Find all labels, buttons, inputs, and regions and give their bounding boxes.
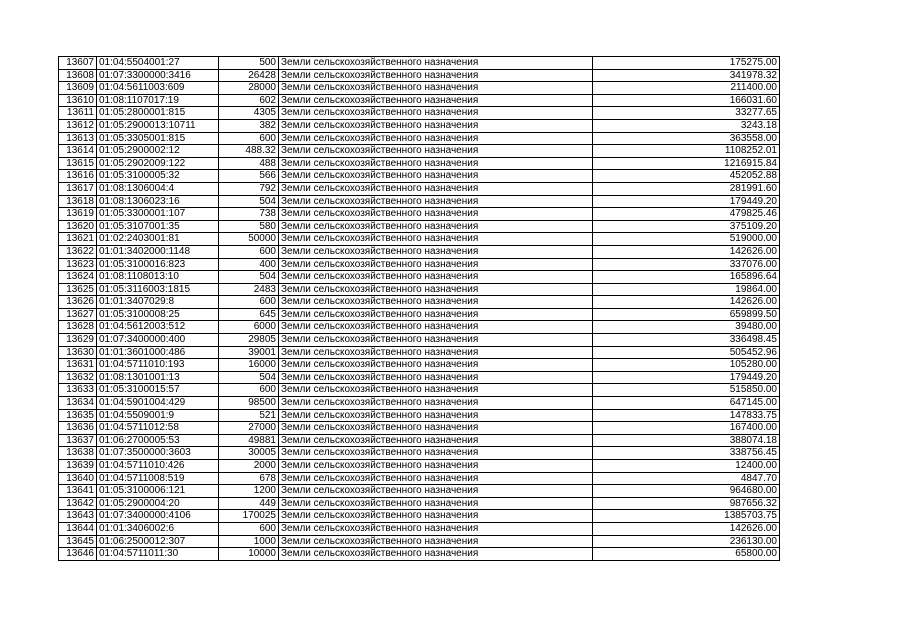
- cell-cadastral-number: 01:07:3300000:3416: [97, 69, 219, 82]
- cell-cadastral-value: 647145.00: [593, 397, 780, 410]
- cell-cadastral-number: 01:05:3305001:815: [97, 132, 219, 145]
- cell-land-category: Земли сельскохозяйственного назначения: [279, 409, 593, 422]
- cell-row-number: 13611: [59, 107, 97, 120]
- cell-area: 1000: [219, 535, 279, 548]
- cell-area: 39001: [219, 346, 279, 359]
- cell-area: 2483: [219, 283, 279, 296]
- cell-cadastral-value: 65800.00: [593, 548, 780, 561]
- table-row: [59, 334, 780, 347]
- cell-land-category: Земли сельскохозяйственного назначения: [279, 548, 593, 561]
- cell-cadastral-number: 01:04:5901004:429: [97, 397, 219, 410]
- cell-row-number: 13632: [59, 371, 97, 384]
- table-row: [59, 208, 780, 221]
- cell-cadastral-number: 01:08:1306004:4: [97, 182, 219, 195]
- table-row: [59, 422, 780, 435]
- cell-area: 50000: [219, 233, 279, 246]
- cell-row-number: 13617: [59, 182, 97, 195]
- cell-row-number: 13608: [59, 69, 97, 82]
- cell-cadastral-number: 01:04:5711012:58: [97, 422, 219, 435]
- cell-row-number: 13633: [59, 384, 97, 397]
- table-row: [59, 94, 780, 107]
- table-row: [59, 485, 780, 498]
- cell-cadastral-number: 01:05:3100005:32: [97, 170, 219, 183]
- cell-land-category: Земли сельскохозяйственного назначения: [279, 245, 593, 258]
- cell-land-category: Земли сельскохозяйственного назначения: [279, 447, 593, 460]
- cell-cadastral-number: 01:08:1301001:13: [97, 371, 219, 384]
- cell-area: 792: [219, 182, 279, 195]
- cell-row-number: 13616: [59, 170, 97, 183]
- cell-row-number: 13618: [59, 195, 97, 208]
- cell-land-category: Земли сельскохозяйственного назначения: [279, 258, 593, 271]
- cell-cadastral-value: 519000.00: [593, 233, 780, 246]
- cell-cadastral-value: 363558.00: [593, 132, 780, 145]
- cell-area: 10000: [219, 548, 279, 561]
- cell-land-category: Земли сельскохозяйственного назначения: [279, 57, 593, 70]
- cell-row-number: 13635: [59, 409, 97, 422]
- cell-cadastral-value: 452052.88: [593, 170, 780, 183]
- cell-area: 488: [219, 157, 279, 170]
- cell-row-number: 13645: [59, 535, 97, 548]
- cell-land-category: Земли сельскохозяйственного назначения: [279, 384, 593, 397]
- cell-cadastral-value: 659899.50: [593, 308, 780, 321]
- table-row: [59, 472, 780, 485]
- table-row: [59, 522, 780, 535]
- cell-cadastral-value: 337076.00: [593, 258, 780, 271]
- cell-land-category: Земли сельскохозяйственного назначения: [279, 94, 593, 107]
- table-row: [59, 145, 780, 158]
- cell-row-number: 13629: [59, 334, 97, 347]
- cell-land-category: Земли сельскохозяйственного назначения: [279, 359, 593, 372]
- cell-cadastral-number: 01:08:1107017:19: [97, 94, 219, 107]
- cell-cadastral-value: 1108252.01: [593, 145, 780, 158]
- cell-land-category: Земли сельскохозяйственного назначения: [279, 460, 593, 473]
- table-row: [59, 220, 780, 233]
- cell-row-number: 13610: [59, 94, 97, 107]
- cell-cadastral-number: 01:05:3300001:107: [97, 208, 219, 221]
- cell-cadastral-number: 01:05:3100015:57: [97, 384, 219, 397]
- table-row: [59, 321, 780, 334]
- cell-cadastral-value: 211400.00: [593, 82, 780, 95]
- cell-cadastral-number: 01:04:5612003:512: [97, 321, 219, 334]
- table-row: [59, 170, 780, 183]
- cell-area: 28000: [219, 82, 279, 95]
- cell-row-number: 13622: [59, 245, 97, 258]
- cell-land-category: Земли сельскохозяйственного назначения: [279, 535, 593, 548]
- cell-cadastral-value: 142626.00: [593, 522, 780, 535]
- cell-row-number: 13621: [59, 233, 97, 246]
- cell-row-number: 13630: [59, 346, 97, 359]
- table-row: [59, 548, 780, 561]
- cell-row-number: 13643: [59, 510, 97, 523]
- cell-cadastral-number: 01:04:5711011:30: [97, 548, 219, 561]
- cell-land-category: Земли сельскохозяйственного назначения: [279, 497, 593, 510]
- cell-cadastral-number: 01:04:5611003:609: [97, 82, 219, 95]
- cell-cadastral-number: 01:04:5711008:519: [97, 472, 219, 485]
- cell-cadastral-number: 01:08:1108013:10: [97, 271, 219, 284]
- cell-cadastral-value: 236130.00: [593, 535, 780, 548]
- cell-area: 504: [219, 195, 279, 208]
- cell-land-category: Земли сельскохозяйственного назначения: [279, 334, 593, 347]
- cell-area: 27000: [219, 422, 279, 435]
- cell-cadastral-number: 01:05:2900004:20: [97, 497, 219, 510]
- cell-cadastral-value: 964680.00: [593, 485, 780, 498]
- table-row: [59, 57, 780, 70]
- cell-row-number: 13620: [59, 220, 97, 233]
- cell-land-category: Земли сельскохозяйственного назначения: [279, 346, 593, 359]
- cell-land-category: Земли сельскохозяйственного назначения: [279, 271, 593, 284]
- cell-row-number: 13625: [59, 283, 97, 296]
- cell-land-category: Земли сельскохозяйственного назначения: [279, 132, 593, 145]
- cell-cadastral-value: 142626.00: [593, 245, 780, 258]
- cell-cadastral-number: 01:04:5504001:27: [97, 57, 219, 70]
- cell-land-category: Земли сельскохозяйственного назначения: [279, 371, 593, 384]
- cell-land-category: Земли сельскохозяйственного назначения: [279, 145, 593, 158]
- cell-area: 2000: [219, 460, 279, 473]
- table-row: [59, 460, 780, 473]
- cell-land-category: Земли сельскохозяйственного назначения: [279, 82, 593, 95]
- cell-land-category: Земли сельскохозяйственного назначения: [279, 283, 593, 296]
- cell-row-number: 13619: [59, 208, 97, 221]
- cell-cadastral-value: 341978.32: [593, 69, 780, 82]
- table-row: [59, 283, 780, 296]
- cell-land-category: Земли сельскохозяйственного назначения: [279, 69, 593, 82]
- cell-area: 170025: [219, 510, 279, 523]
- cell-area: 49881: [219, 434, 279, 447]
- cell-area: 26428: [219, 69, 279, 82]
- table-row: [59, 397, 780, 410]
- cell-land-category: Земли сельскохозяйственного назначения: [279, 119, 593, 132]
- cell-row-number: 13623: [59, 258, 97, 271]
- cell-land-category: Земли сельскохозяйственного назначения: [279, 397, 593, 410]
- cell-area: 600: [219, 296, 279, 309]
- cell-cadastral-value: 165896.64: [593, 271, 780, 284]
- cell-row-number: 13624: [59, 271, 97, 284]
- cell-land-category: Земли сельскохозяйственного назначения: [279, 522, 593, 535]
- table-row: [59, 308, 780, 321]
- cell-cadastral-number: 01:07:3400000:4106: [97, 510, 219, 523]
- table-row: [59, 182, 780, 195]
- cell-cadastral-value: 12400.00: [593, 460, 780, 473]
- table-row: [59, 434, 780, 447]
- cell-row-number: 13639: [59, 460, 97, 473]
- cell-cadastral-number: 01:05:2900013:10711: [97, 119, 219, 132]
- cell-area: 4305: [219, 107, 279, 120]
- cell-land-category: Земли сельскохозяйственного назначения: [279, 510, 593, 523]
- cell-area: 382: [219, 119, 279, 132]
- table-body: [59, 57, 780, 561]
- cell-cadastral-value: 179449.20: [593, 371, 780, 384]
- cell-cadastral-value: 167400.00: [593, 422, 780, 435]
- cell-cadastral-number: 01:05:3116003:1815: [97, 283, 219, 296]
- cell-cadastral-number: 01:04:5711010:426: [97, 460, 219, 473]
- table-row: [59, 271, 780, 284]
- cell-area: 504: [219, 271, 279, 284]
- cell-cadastral-value: 19864.00: [593, 283, 780, 296]
- cell-cadastral-value: 479825.46: [593, 208, 780, 221]
- cell-cadastral-value: 338756.45: [593, 447, 780, 460]
- cell-cadastral-value: 281991.60: [593, 182, 780, 195]
- cell-land-category: Земли сельскохозяйственного назначения: [279, 170, 593, 183]
- cell-area: 645: [219, 308, 279, 321]
- cell-row-number: 13607: [59, 57, 97, 70]
- cell-row-number: 13642: [59, 497, 97, 510]
- cell-cadastral-value: 375109.20: [593, 220, 780, 233]
- cell-cadastral-number: 01:07:3400000:400: [97, 334, 219, 347]
- cell-cadastral-number: 01:07:3500000:3603: [97, 447, 219, 460]
- cell-area: 400: [219, 258, 279, 271]
- table-row: [59, 119, 780, 132]
- cell-cadastral-number: 01:05:3100006:121: [97, 485, 219, 498]
- cell-area: 600: [219, 132, 279, 145]
- table-row: [59, 157, 780, 170]
- table-row: [59, 258, 780, 271]
- cell-cadastral-value: 147833.75: [593, 409, 780, 422]
- cell-area: 580: [219, 220, 279, 233]
- table-row: [59, 82, 780, 95]
- cell-cadastral-number: 01:05:3100008:25: [97, 308, 219, 321]
- cell-row-number: 13631: [59, 359, 97, 372]
- cell-area: 504: [219, 371, 279, 384]
- cell-row-number: 13615: [59, 157, 97, 170]
- cell-area: 678: [219, 472, 279, 485]
- cell-cadastral-value: 39480.00: [593, 321, 780, 334]
- cell-cadastral-number: 01:06:2700005:53: [97, 434, 219, 447]
- cell-cadastral-number: 01:05:3100016:823: [97, 258, 219, 271]
- cell-area: 6000: [219, 321, 279, 334]
- cell-area: 16000: [219, 359, 279, 372]
- cell-cadastral-value: 4847.70: [593, 472, 780, 485]
- cell-row-number: 13641: [59, 485, 97, 498]
- cell-area: 1200: [219, 485, 279, 498]
- cell-land-category: Земли сельскохозяйственного назначения: [279, 321, 593, 334]
- cell-cadastral-number: 01:01:3402000:1148: [97, 245, 219, 258]
- cell-area: 449: [219, 497, 279, 510]
- cell-cadastral-value: 515850.00: [593, 384, 780, 397]
- cell-row-number: 13627: [59, 308, 97, 321]
- table-row: [59, 384, 780, 397]
- cell-area: 488.32: [219, 145, 279, 158]
- cell-cadastral-number: 01:05:2800001:815: [97, 107, 219, 120]
- table-row: [59, 447, 780, 460]
- cell-area: 29805: [219, 334, 279, 347]
- cell-area: 30005: [219, 447, 279, 460]
- table-row: [59, 409, 780, 422]
- cell-cadastral-number: 01:06:2500012:307: [97, 535, 219, 548]
- cell-land-category: Земли сельскохозяйственного назначения: [279, 233, 593, 246]
- table-row: [59, 296, 780, 309]
- cell-row-number: 13613: [59, 132, 97, 145]
- cell-cadastral-number: 01:01:3406002:6: [97, 522, 219, 535]
- cell-cadastral-value: 336498.45: [593, 334, 780, 347]
- cell-cadastral-number: 01:05:2900002:12: [97, 145, 219, 158]
- cell-cadastral-number: 01:04:5711010:193: [97, 359, 219, 372]
- cell-row-number: 13636: [59, 422, 97, 435]
- cell-land-category: Земли сельскохозяйственного назначения: [279, 182, 593, 195]
- cell-row-number: 13628: [59, 321, 97, 334]
- cell-row-number: 13614: [59, 145, 97, 158]
- cell-land-category: Земли сельскохозяйственного назначения: [279, 220, 593, 233]
- table-row: [59, 497, 780, 510]
- table-row: [59, 132, 780, 145]
- cell-cadastral-value: 505452.96: [593, 346, 780, 359]
- cell-area: 521: [219, 409, 279, 422]
- cell-row-number: 13612: [59, 119, 97, 132]
- data-table: [58, 56, 780, 561]
- table-row: [59, 233, 780, 246]
- cell-area: 738: [219, 208, 279, 221]
- cell-row-number: 13626: [59, 296, 97, 309]
- cell-area: 566: [219, 170, 279, 183]
- cell-land-category: Земли сельскохозяйственного назначения: [279, 434, 593, 447]
- cell-cadastral-value: 33277.65: [593, 107, 780, 120]
- cell-cadastral-value: 175275.00: [593, 57, 780, 70]
- cell-row-number: 13640: [59, 472, 97, 485]
- cell-row-number: 13634: [59, 397, 97, 410]
- cell-cadastral-number: 01:08:1306023:16: [97, 195, 219, 208]
- cell-cadastral-number: 01:02:2403001:81: [97, 233, 219, 246]
- cell-row-number: 13644: [59, 522, 97, 535]
- table-row: [59, 195, 780, 208]
- cell-cadastral-value: 142626.00: [593, 296, 780, 309]
- cell-row-number: 13637: [59, 434, 97, 447]
- cell-land-category: Земли сельскохозяйственного назначения: [279, 422, 593, 435]
- cell-land-category: Земли сельскохозяйственного назначения: [279, 107, 593, 120]
- cell-cadastral-number: 01:05:3107001:35: [97, 220, 219, 233]
- cell-land-category: Земли сельскохозяйственного назначения: [279, 485, 593, 498]
- cell-land-category: Земли сельскохозяйственного назначения: [279, 308, 593, 321]
- cell-area: 600: [219, 522, 279, 535]
- cell-area: 500: [219, 57, 279, 70]
- cell-cadastral-value: 987656.32: [593, 497, 780, 510]
- table-row: [59, 107, 780, 120]
- cell-area: 602: [219, 94, 279, 107]
- table-row: [59, 69, 780, 82]
- cell-land-category: Земли сельскохозяйственного назначения: [279, 472, 593, 485]
- cell-cadastral-number: 01:04:5509001:9: [97, 409, 219, 422]
- cell-area: 600: [219, 245, 279, 258]
- cell-cadastral-value: 1385703.75: [593, 510, 780, 523]
- cell-cadastral-value: 105280.00: [593, 359, 780, 372]
- cell-area: 98500: [219, 397, 279, 410]
- cell-land-category: Земли сельскохозяйственного назначения: [279, 208, 593, 221]
- table-row: [59, 346, 780, 359]
- cell-cadastral-number: 01:05:2902009:122: [97, 157, 219, 170]
- cell-row-number: 13646: [59, 548, 97, 561]
- cell-cadastral-value: 179449.20: [593, 195, 780, 208]
- cell-cadastral-value: 1216915.84: [593, 157, 780, 170]
- cell-cadastral-value: 3243.18: [593, 119, 780, 132]
- cell-row-number: 13638: [59, 447, 97, 460]
- cell-cadastral-value: 166031.60: [593, 94, 780, 107]
- cell-row-number: 13609: [59, 82, 97, 95]
- cell-land-category: Земли сельскохозяйственного назначения: [279, 296, 593, 309]
- table-row: [59, 510, 780, 523]
- cell-area: 600: [219, 384, 279, 397]
- table-row: [59, 245, 780, 258]
- cell-cadastral-number: 01:01:3601000:486: [97, 346, 219, 359]
- cell-cadastral-value: 388074.18: [593, 434, 780, 447]
- table-row: [59, 359, 780, 372]
- table-row: [59, 371, 780, 384]
- cell-land-category: Земли сельскохозяйственного назначения: [279, 157, 593, 170]
- table-row: [59, 535, 780, 548]
- cell-land-category: Земли сельскохозяйственного назначения: [279, 195, 593, 208]
- cell-cadastral-number: 01:01:3407029:8: [97, 296, 219, 309]
